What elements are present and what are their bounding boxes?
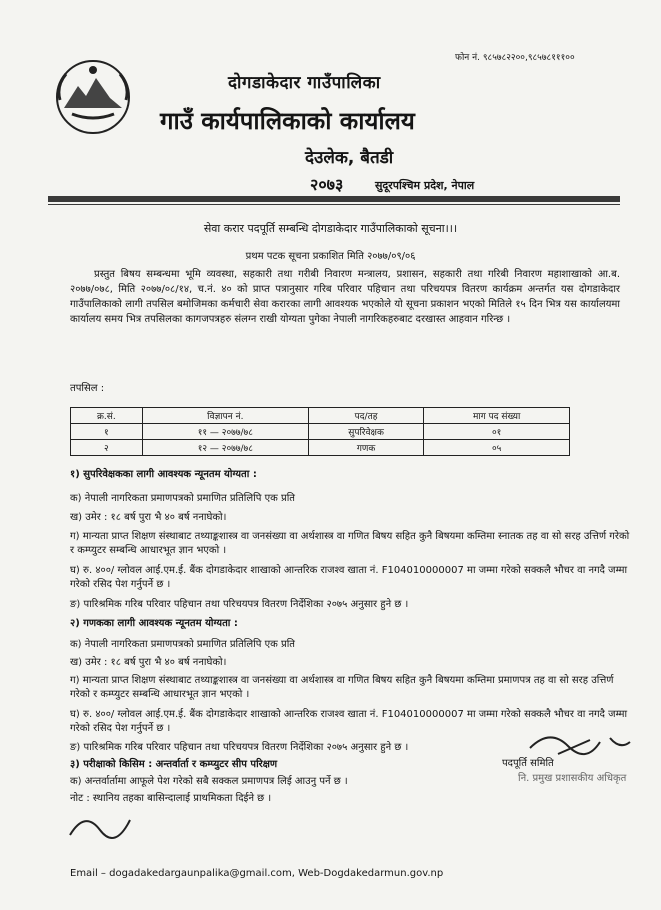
section1-heading: १) सुपरिवेक्षकका लागी आवश्यक न्यूनतम योग्यता :: [70, 469, 257, 480]
header-divider-thin: [48, 204, 620, 205]
notice-paragraph: प्रस्तुत बिषय सम्बन्धमा भूमि व्यवस्था, सहकारी तथा गरीबी निवारण मन्त्रालय, प्रशासन, सहकारी तथा गरिबी निवारण महाशाखाको आ.ब. २०७७/०७८, मिति २०७७/०८/१४, च.नं. ४० को प्राप्त पत्रानुसार गरिब परिवार पहिचान तथा परिचयपत्र वितरण कार्यक्रम अन्तर्गत यस दोगडाकेदार गाउँपालिकाको लागी तपसिल बमोजिमका कर्मचारी सेवा करारका लागी आवश्यक भएकोले यो सूचना प्रकाशन भएको मितिले १५ दिन भित्र यस कार्यालयमा कार्यालय समय भित्र तपसिलका कागजपत्रहरु संलग्न राखी योग्यता पुगेका नेपाली नागरिकहरुबाट दरखास्त आहवान गरिन्छ ।: [70, 269, 620, 325]
list-item: ग) मान्यता प्राप्त शिक्षण संस्थाबाट तथ्याङ्कशास्त्र वा जनसंख्या वा अर्थशास्त्र वा गणित बिषय सहित कुनै बिषयमा कम्तिमा स्नातक तह वा सो सरह उत्तिर्ण गरेको र कम्प्युटर सम्बन्धि आधारभूत ज्ञान भएको ।: [70, 531, 630, 556]
cell-count: ०५: [424, 440, 570, 456]
footer-contact: Email – dogadakedargaunpalika@gmail.com, Web-Dogdakedarmun.gov.np: [70, 868, 444, 879]
established-year: २०७३: [310, 175, 344, 194]
org-name-line1: दोगडाकेदार गाउँपालिका: [228, 73, 381, 93]
vacancy-table: [70, 407, 570, 456]
org-address: देउलेक, बैतडी: [305, 148, 394, 168]
col-header-count: माग पद संख्या: [424, 408, 570, 424]
list-item: क) नेपाली नागरिकता प्रमाणपत्रको प्रमाणित प्रतिलिपि एक प्रति: [70, 639, 295, 650]
list-item: क) नेपाली नागरिकता प्रमाणपत्रको प्रमाणित प्रतिलिपि एक प्रति: [70, 493, 295, 504]
list-item: ख) उमेर : १८ बर्ष पुरा भै ४० बर्ष ननाघेको।: [70, 512, 227, 523]
list-item: घ) रु. ४००/ ग्लोवल आई.एम.ई. बैंक दोगडाकेदार शाखाको आन्तरिक राजश्व खाता नं. F104010000007 मा जम्मा गरेको सक्कलै भौचर वा नगदै जम्मा गरेको रसिद पेश गर्नुपर्ने छ ।: [70, 709, 628, 734]
notice-title: सेवा करार पदपूर्ति सम्बन्धि दोगडाकेदार गाउँपालिकाको सूचना।।।: [203, 222, 458, 235]
cell-sn: २: [71, 440, 143, 456]
phone-number: फोन नं. ९८५७८२२००,९८५७८१११००: [455, 53, 575, 63]
signature-icon: [470, 720, 640, 810]
col-header-post: पद/तह: [308, 408, 423, 424]
cell-ad-no: ११ — २०७७/७८: [142, 424, 308, 440]
list-item: क) अन्तर्वार्तामा आफूले पेश गरेको सबै सक्कल प्रमाणपत्र लिई आउनु पर्ने छ ।: [70, 776, 348, 787]
table-header-row: [71, 408, 570, 424]
province-name: सुदूरपश्चिम प्रदेश, नेपाल: [375, 179, 475, 192]
cell-count: ०१: [424, 424, 570, 440]
cell-post: सुपरिवेक्षक: [308, 424, 423, 440]
table-row: [71, 424, 570, 440]
col-header-ad-no: विज्ञापन नं.: [142, 408, 308, 424]
col-header-sn: क्र.सं.: [71, 408, 143, 424]
list-item: ख) उमेर : १८ बर्ष पुरा भै ४० बर्ष ननाघेको।: [70, 657, 227, 668]
cell-sn: १: [71, 424, 143, 440]
stamp-designation: नि. प्रमुख प्रशासकीय अधिकृत: [518, 773, 627, 784]
details-label: तपसिल :: [70, 383, 105, 394]
list-item: घ) रु. ४००/ ग्लोवल आई.एम.ई. बैंक दोगडाकेदार शाखाको आन्तरिक राजश्व खाता नं. F104010000007 मा जम्मा गरेको सक्कलै भौचर वा नगदै जम्मा गरेको रसिद पेश गर्नुपर्ने छ ।: [70, 565, 628, 590]
notice-subtitle: प्रथम पटक सूचना प्रकाशित मिति २०७७/०९/०६: [245, 251, 416, 262]
cell-post: गणक: [308, 440, 423, 456]
signature-left-icon: [65, 805, 135, 845]
nepal-emblem-icon: [52, 56, 134, 138]
org-name-line2: गाउँ कार्यपालिकाको कार्यालय: [160, 107, 415, 135]
committee-label: पदपूर्ति समिति: [502, 758, 554, 769]
list-item: ङ) पारिश्रमिक गरिब परिवार पहिचान तथा परिचयपत्र वितरण निर्देशिका २०७५ अनुसार हुने छ ।: [70, 599, 409, 610]
list-item: ङ) पारिश्रमिक गरिब परिवार पहिचान तथा परिचयपत्र वितरण निर्देशिका २०७५ अनुसार हुने छ ।: [70, 742, 409, 753]
section2-heading: २) गणकका लागी आवश्यक न्यूनतम योग्यता :: [70, 618, 238, 629]
header-divider-thick: [48, 196, 620, 202]
list-item: ग) मान्यता प्राप्त शिक्षण संस्थाबाट तथ्याङ्कशास्त्र वा जनसंख्या वा अर्थशास्त्र वा गणित बिषय सहित कुनै बिषयमा कम्तिमा प्रमाणपत्र तह वा सो सरह उत्तिर्ण गरेको र कम्प्युटर सम्बन्धि आधारभूत ज्ञान भएको ।: [70, 675, 614, 700]
table-row: [71, 440, 570, 456]
note-text: नोट : स्थानिय तहका बासिन्दालाई प्राथमिकता दिईने छ ।: [70, 793, 272, 804]
cell-ad-no: १२ — २०७७/७८: [142, 440, 308, 456]
section3-heading: ३) परीक्षाको किसिम : अन्तर्वार्ता र कम्प्युटर सीप परिक्षण: [70, 759, 278, 770]
